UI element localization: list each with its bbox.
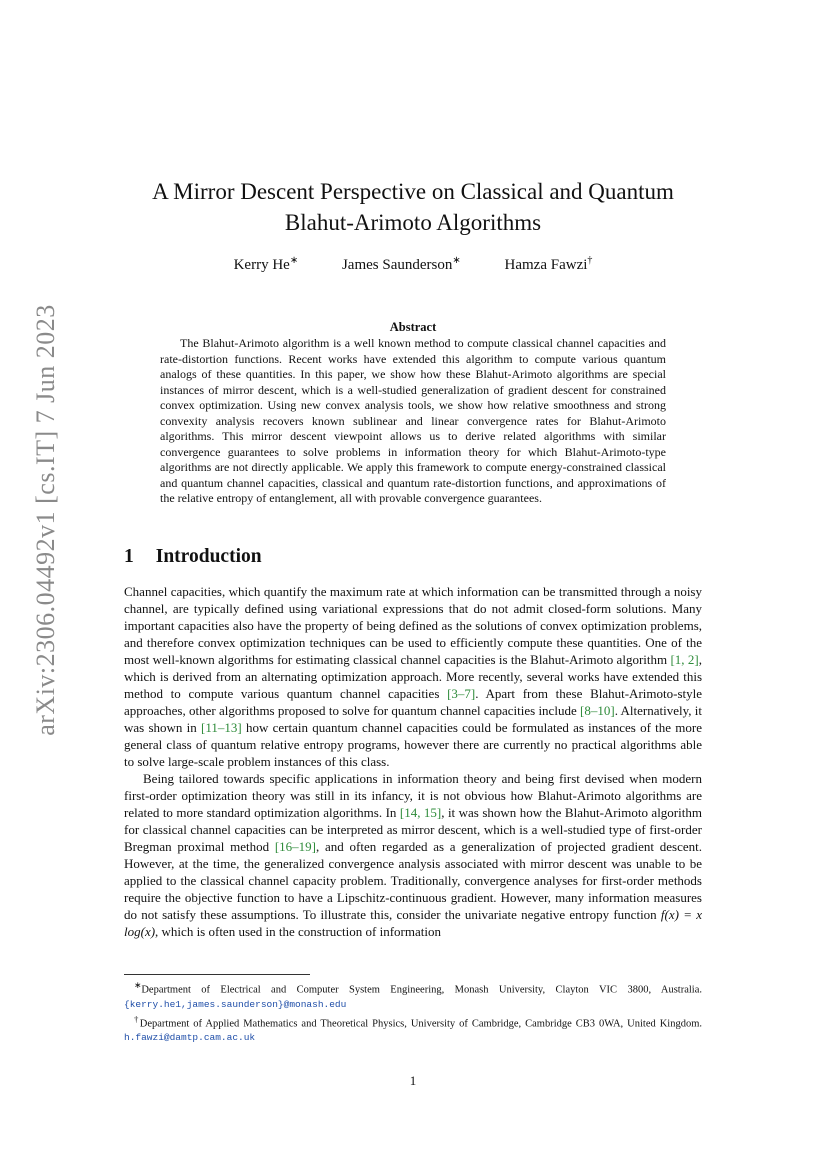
title-line-1: A Mirror Descent Perspective on Classical and Quantum (152, 179, 674, 204)
footnote: †Department of Applied Mathematics and Theoretical Physics, University of Cambridge, Cambridge CB3 0WA, United Kingdom. h.fawzi@damtp.cam.ac.uk (124, 1013, 703, 1043)
paragraph: Channel capacities, which quantify the maximum rate at which information can be transmitted through a noisy channel, are typically defined using variational expressions that do not admit closed-form solutions. Many important capacities also have the property of being defined as the solutions of convex optimization problems, and therefore convex optimization techniques can be used to efficiently compute these quantities. One of the most well-known algorithms for estimating classical channel capacities is the Blahut-Arimoto algorithm [1, 2], which is derived from an alternating optimization approach. More recently, several works have extended this method to compute various quantum channel capacities [3–7]. Apart from these Blahut-Arimoto-style approaches, other algorithms proposed to solve for quantum channel capacities include [8–10]. Alternatively, it was shown in [11–13] how certain quantum channel capacities could be formulated as instances of the more general class of quantum relative entropy programs, however there are currently no practical algorithms able to solve large-scale problem instances of this class. (124, 584, 703, 769)
page-number: 1 (409, 1073, 417, 1088)
section-title: Introduction (155, 546, 262, 567)
abstract-text: The Blahut-Arimoto algorithm is a well known method to compute classical channel capacities and rate-distortion functions. Recent works have extended this algorithm to compute various quantum analogs of these quantities. In this paper, we show how these Blahut-Arimoto algorithms are special instances of mirror descent, which is a well-studied generalization of gradient descent for constrained convex optimization. Using new convex analysis tools, we show how relative smoothness and strong convexity analysis recovers known sublinear and linear convergence rates for Blahut-Arimoto algorithms. This mirror descent viewpoint allows us to derive related algorithms with similar convergence guarantees to solve problems in information theory for which Blahut-Arimoto-type algorithms are not directly applicable. We apply this framework to compute energy-constrained classical and quantum channel capacities, classical and quantum rate-distortion functions, and approximations of the relative entropy of entanglement, all with provable convergence guarantees. (160, 336, 666, 505)
abstract-heading: Abstract (389, 320, 437, 334)
affiliation-mark: ∗ (452, 255, 461, 266)
paragraph: Being tailored towards specific applications in information theory and being first devised when modern first-order optimization theory was still in its infancy, it is not obvious how Blahut-Arimoto algorithms are related to more standard optimization algorithms. In [14, 15], it was shown how the Blahut-Arimoto algorithm for classical channel capacities can be interpreted as mirror descent, which is a well-studied type of first-order Bregman proximal method [16–19], and often regarded as a generalization of projected gradient descent. However, at the time, the generalized convergence analysis associated with mirror descent was unable to be applied to the classical channel capacity problem. Traditionally, convergence analyses for first-order methods require the objective function to have a Lipschitz-continuous gradient. However, many information measures do not satisfy these assumptions. To illustrate this, consider the univariate negative entropy function f(x) = x log(x), which is often used in the construction of information (124, 771, 702, 939)
paper-title (113, 176, 713, 238)
inline-math: f(x) = x log(x) (124, 907, 702, 939)
citation-link[interactable]: [11–13] (201, 720, 242, 735)
email-link[interactable]: {kerry.he1,james.saunderson}@monash.edu (124, 998, 347, 1010)
citation-link[interactable]: [3–7] (447, 686, 476, 701)
citation-link[interactable]: [8–10] (580, 703, 615, 718)
author: Kerry He∗ (233, 255, 299, 273)
author: James Saunderson∗ (341, 255, 461, 273)
section-heading (124, 546, 262, 568)
footnotes (124, 978, 702, 1045)
affiliation-mark: † (587, 255, 593, 266)
footnote-mark: † (134, 1013, 140, 1024)
citation-link[interactable]: [1, 2] (670, 652, 699, 667)
title-line-2: Blahut-Arimoto Algorithms (284, 210, 542, 235)
footnote: ∗Department of Electrical and Computer System Engineering, Monash University, Clayton VIC 3800, Australia. {kerry.he1,james.saunderson}@monash.edu (124, 980, 702, 1010)
author-list (113, 255, 713, 274)
affiliation-mark: ∗ (289, 255, 299, 266)
citation-link[interactable]: [14, 15] (399, 805, 442, 820)
footnote-divider (124, 974, 310, 975)
arxiv-identifier: arXiv:2306.04492v1 [cs.IT] 7 Jun 2023 (31, 304, 60, 736)
email-link[interactable]: h.fawzi@damtp.cam.ac.uk (124, 1032, 256, 1043)
author: Hamza Fawzi† (504, 255, 593, 273)
section-number: 1 (124, 546, 134, 567)
body-text (124, 583, 702, 940)
footnote-mark: ∗ (134, 980, 142, 990)
citation-link[interactable]: [16–19] (274, 839, 317, 854)
